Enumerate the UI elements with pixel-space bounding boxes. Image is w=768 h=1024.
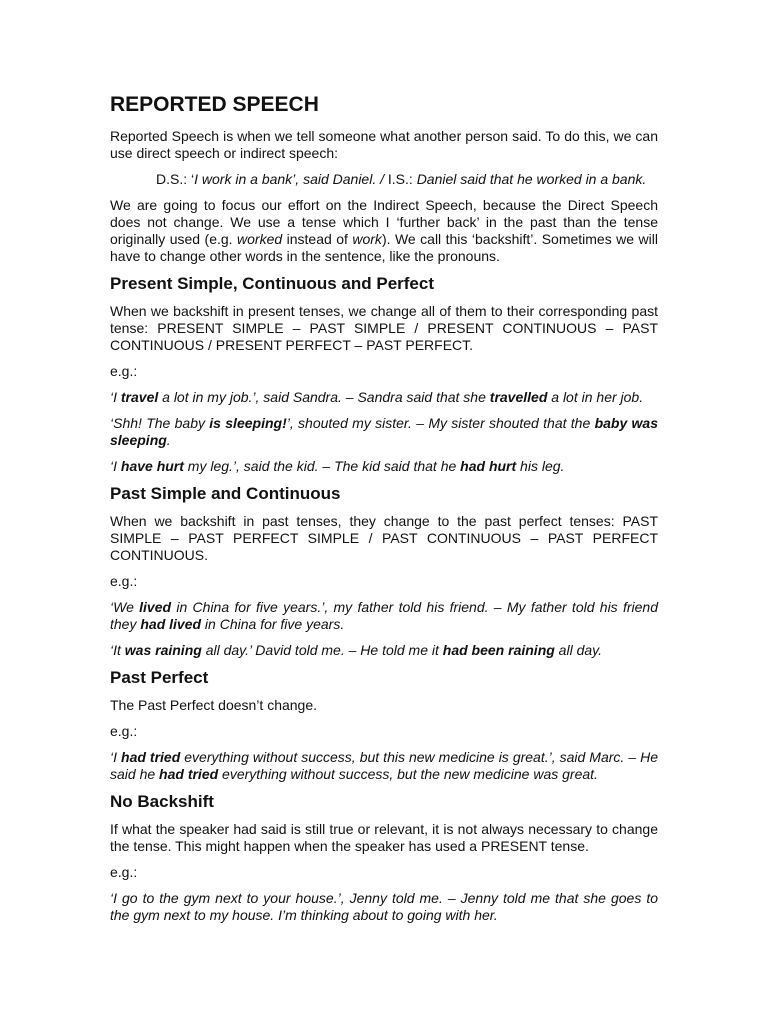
text-span: in China for five years. — [201, 616, 345, 632]
section-heading-no-backshift: No Backshift — [110, 792, 214, 811]
is-text: Daniel said that he worked in a bank. — [416, 171, 647, 187]
text-span: lived — [139, 599, 172, 615]
text-span: travelled — [489, 389, 548, 405]
example-sentence — [110, 458, 658, 475]
eg-label: e.g.: — [110, 864, 138, 880]
section-desc-past: When we backshift in past tenses, they change to the past perfect tenses: PAST SIMPLE – PAST PERFECT SIMPLE / PAST CONTINUOUS – PAST PERFECT CONTINUOUS. — [110, 513, 658, 563]
text-span: had tried — [121, 749, 181, 765]
section-desc-past-perfect: The Past Perfect doesn’t change. — [110, 697, 318, 713]
text-span: had hurt — [460, 458, 517, 474]
is-label: I.S.: — [387, 171, 417, 187]
example-sentence — [110, 749, 658, 783]
text-span: ‘I — [110, 749, 122, 765]
eg-label: e.g.: — [110, 573, 138, 589]
example-sentence — [110, 642, 658, 659]
text-span: ‘Shh! The baby — [110, 415, 210, 431]
text-span: ‘I — [110, 389, 121, 405]
example-sentence — [110, 599, 658, 633]
text-span: all day.’ David told me. – He told me it — [201, 642, 443, 658]
text-span: everything without success, but the new medicine was great. — [218, 766, 598, 782]
ds-quote: I work in a bank’, said Daniel. / — [194, 171, 388, 187]
text-span: have hurt — [120, 458, 184, 474]
text-span: everything without success, but this new medicine is great.’, said Marc. – He said he — [110, 749, 659, 782]
text-span: had tried — [159, 766, 219, 782]
text-span: my leg.’, said the kid. – The kid said that he — [183, 458, 461, 474]
text-span: ‘It — [110, 642, 125, 658]
text-span: in China for five years.’, my father told his friend. – My father told his friend they — [110, 599, 658, 632]
example-sentence — [110, 415, 658, 449]
section-heading-past: Past Simple and Continuous — [110, 484, 341, 503]
section-desc-no-backshift: If what the speaker had said is still true or relevant, it is not always necessary to change the tense. This might happen when the speaker has used a PRESENT tense. — [110, 821, 658, 854]
text-span: a lot in her job. — [547, 389, 644, 405]
text-span: travel — [120, 389, 159, 405]
text-span: . — [166, 432, 171, 448]
direct-indirect-example — [110, 171, 658, 188]
section-desc-present: When we backshift in present tenses, we change all of them to their corresponding past tense: PRESENT SIMPLE – PAST SIMPLE / PRESENT CONTINUOUS – PAST CONTINUOUS / PRESENT PERFECT – PAST PERFECT. — [110, 303, 658, 353]
text-span: had been raining — [442, 642, 555, 658]
section-heading-past-perfect: Past Perfect — [110, 668, 209, 687]
text-span: all day. — [554, 642, 603, 658]
intro-paragraph: Reported Speech is when we tell someone what another person said. To do this, we can use direct speech or indirect speech: — [110, 128, 658, 161]
text-span: ). We call this ‘backshift’. Sometimes we will have to change other words in the sentence, like the pronouns. — [110, 231, 658, 264]
text-span: ‘We — [110, 599, 140, 615]
text-span: worked — [237, 231, 283, 247]
ds-label: D.S.: ‘ — [156, 171, 195, 187]
text-span: work — [352, 231, 382, 247]
text-span: baby was sleeping — [110, 415, 658, 448]
page-title: REPORTED SPEECH — [110, 93, 319, 116]
text-span: had lived — [140, 616, 202, 632]
section-heading-present: Present Simple, Continuous and Perfect — [110, 274, 435, 293]
text-span: ‘I — [110, 458, 121, 474]
example-sentence: ‘I go to the gym next to your house.’, Jenny told me. – Jenny told me that she goes to the gym next to my house. I’m thinking about to going with her. — [110, 890, 658, 923]
eg-label: e.g.: — [110, 723, 138, 739]
example-sentence — [110, 389, 658, 406]
text-span: We are going to focus our effort on the Indirect Speech, because the Direct Speech does not change. We use a tense which I ‘further back’ in the past than the tense originally used (e.g. — [110, 197, 658, 247]
text-span: ’, shouted my sister. – My sister shouted that the — [286, 415, 595, 431]
text-span: instead of — [282, 231, 353, 247]
text-span: was raining — [124, 642, 202, 658]
text-span: is sleeping! — [209, 415, 287, 431]
text-span: a lot in my job.’, said Sandra. – Sandra said that she — [158, 389, 490, 405]
text-span: his leg. — [516, 458, 565, 474]
eg-label: e.g.: — [110, 363, 138, 379]
backshift-paragraph — [110, 197, 658, 265]
